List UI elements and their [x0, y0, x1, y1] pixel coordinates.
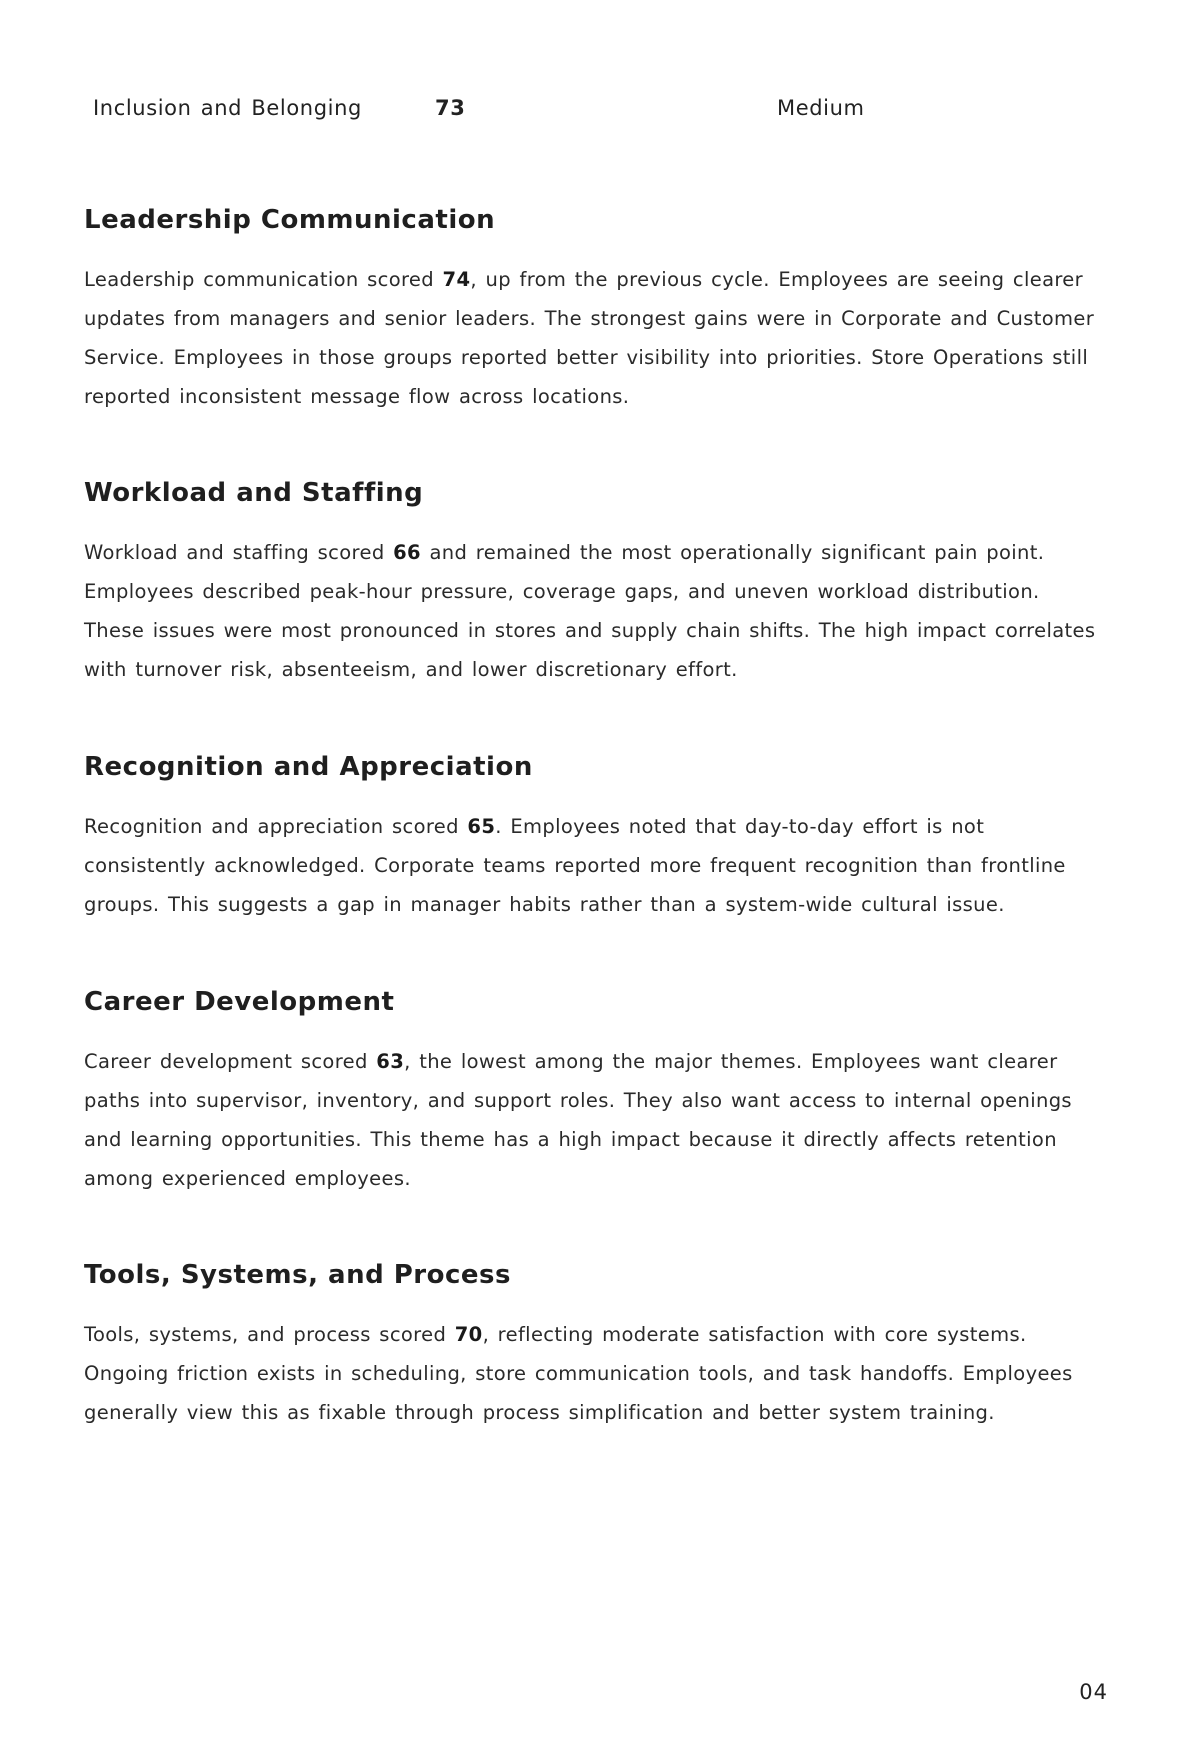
body-text: , up from the previous cycle. Employees are seeing clearer updates from managers and senior leaders. The strongest gains were in Corporate and Customer Service. Employees in those groups reported better visibility into priorities. Store Operations still reported inconsistent message flow across locations.: [84, 268, 1095, 408]
section-body: [84, 1315, 1104, 1432]
score-value: 66: [393, 541, 421, 564]
section-body: [84, 533, 1104, 689]
section-heading: Tools, Systems, and Process: [84, 1260, 511, 1290]
theme-cell: Inclusion and Belonging: [93, 96, 362, 120]
score-value: 63: [376, 1050, 405, 1073]
table-row: [93, 96, 1093, 126]
section-career-development: [84, 986, 1104, 1198]
score-cell: 73: [435, 96, 466, 120]
section-heading: Leadership Communication: [84, 205, 496, 235]
body-text: Recognition and appreciation scored: [84, 815, 468, 838]
page-number: 04: [1079, 1680, 1108, 1704]
body-text: and remained the most operationally significant pain point. Employees described peak-hour pressure, coverage gaps, and uneven workload distribution. These issues were most pronounced in stores and supply chain shifts. The high impact correlates with turnover risk, absenteeism, and lower discretionary effort.: [84, 541, 1096, 681]
section-body: [84, 807, 1104, 924]
body-text: Tools, systems, and process scored: [84, 1323, 455, 1346]
section-tools-systems-process: [84, 1259, 1104, 1432]
section-recognition-appreciation: [84, 751, 1104, 924]
body-text: . Employees noted that day-to-day effort is not consistently acknowledged. Corporate teams reported more frequent recognition than frontline groups. This suggests a gap in manager habits rather than a system-wide cultural issue.: [84, 815, 1066, 916]
section-workload-staffing: [84, 477, 1104, 689]
score-value: 65: [467, 815, 496, 838]
body-text: Workload and staffing scored: [84, 541, 394, 564]
score-value: 70: [454, 1323, 483, 1346]
section-body: [84, 260, 1104, 416]
body-text: Career development scored: [84, 1050, 377, 1073]
body-text: , the lowest among the major themes. Employees want clearer paths into supervisor, inventory, and support roles. They also want access to internal openings and learning opportunities. This theme has a high impact because it directly affects retention among experienced employees.: [84, 1050, 1072, 1190]
section-leadership-communication: [84, 204, 1104, 416]
body-text: Leadership communication scored: [84, 268, 443, 291]
section-heading: Workload and Staffing: [84, 478, 424, 508]
score-value: 74: [442, 268, 471, 291]
section-heading: Career Development: [84, 987, 395, 1017]
section-body: [84, 1042, 1104, 1198]
impact-cell: Medium: [777, 96, 865, 120]
body-text: , reflecting moderate satisfaction with core systems. Ongoing friction exists in scheduling, store communication tools, and task handoffs. Employees generally view this as fixable through process simplification and better system training.: [84, 1323, 1073, 1424]
section-heading: Recognition and Appreciation: [84, 752, 533, 782]
